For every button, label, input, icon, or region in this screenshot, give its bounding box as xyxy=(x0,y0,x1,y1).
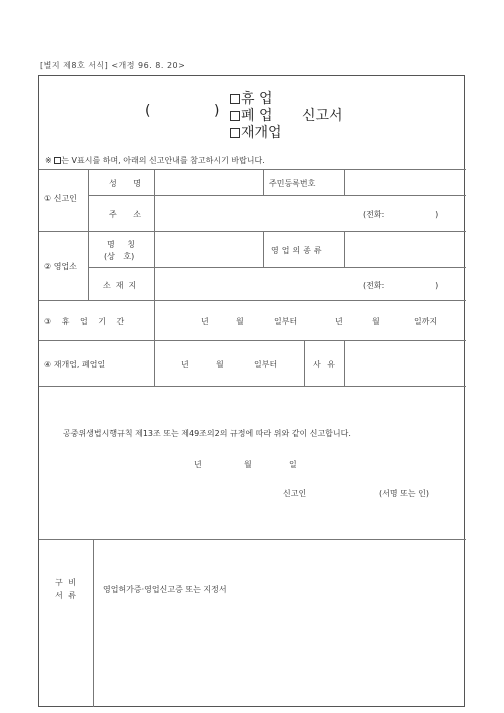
closure-until-label: 일까지 xyxy=(414,317,438,326)
label-reason: 사 유 xyxy=(313,360,335,369)
report-form xyxy=(38,75,465,707)
reopen-month-label: 월 xyxy=(216,360,224,369)
business-phone: (전화: ) xyxy=(363,281,439,290)
label-trade-name: (상 호) xyxy=(104,252,135,261)
option-temporary-closure[interactable]: 휴 업 xyxy=(230,88,273,108)
form-caption: [별지 제8호 서식] <개정 96. 8. 20> xyxy=(40,61,186,70)
applicant-name-field[interactable] xyxy=(155,170,262,194)
label-reopen-date: ④ 재개업, 폐업일 xyxy=(44,360,106,369)
title-suffix: 신고서 xyxy=(302,108,343,124)
label-business-name: 명 칭 xyxy=(107,240,135,249)
closure-year-label: 년 xyxy=(201,317,209,326)
closure-year2-label: 년 xyxy=(335,317,343,326)
checkbox-icon[interactable] xyxy=(230,128,240,138)
reopen-date-field[interactable] xyxy=(155,341,303,385)
applicant-phone: (전화: ) xyxy=(363,210,439,219)
closure-from-label: 일부터 xyxy=(274,317,298,326)
option-reopening[interactable]: 재개업 xyxy=(230,122,282,142)
title-paren-open: ( xyxy=(145,103,151,119)
section-applicant: ① 신고인 xyxy=(44,194,77,203)
checkbox-icon[interactable] xyxy=(230,111,240,121)
title-paren-close: ) xyxy=(214,103,220,119)
business-type-field[interactable] xyxy=(345,232,465,266)
reason-field[interactable] xyxy=(345,341,465,385)
label-location: 소재지 xyxy=(103,281,142,290)
reopen-from-label: 일부터 xyxy=(254,360,278,369)
declaration-signature[interactable]: (서명 또는 인) xyxy=(379,489,429,498)
label-name: 성 명 xyxy=(109,179,141,188)
declaration-signer: 신고인 xyxy=(283,489,307,498)
declaration-statement: 공중위생법시행규칙 제13조 또는 제49조의2의 규정에 따라 위와 같이 신고합니다. xyxy=(63,429,351,438)
notice-line: ※ 는 V표시를 하며, 아래의 신고안내를 참고하시기 바랍니다. xyxy=(45,156,265,165)
closure-period-field[interactable] xyxy=(155,301,465,339)
label-closure-period: ③ 휴 업 기 간 xyxy=(44,317,125,326)
declaration-month: 월 xyxy=(244,460,252,469)
label-address: 주 소 xyxy=(109,210,141,219)
declaration-year: 년 xyxy=(194,460,202,469)
label-documents-line2: 서 류 xyxy=(55,591,76,600)
closure-month-label: 월 xyxy=(236,317,244,326)
applicant-id-field[interactable] xyxy=(345,170,465,194)
checkbox-icon[interactable] xyxy=(230,94,240,104)
section-business: ② 영업소 xyxy=(44,262,77,271)
documents-content: 영업허가증·영업신고증 또는 지정서 xyxy=(103,585,227,594)
label-documents-line1: 구 비 xyxy=(55,578,76,587)
option-business-closure[interactable]: 폐 업 xyxy=(230,105,273,125)
label-id-number: 주민등록번호 xyxy=(269,179,316,188)
declaration-day: 일 xyxy=(289,460,297,469)
reopen-year-label: 년 xyxy=(181,360,189,369)
closure-month2-label: 월 xyxy=(372,317,380,326)
business-name-field[interactable] xyxy=(155,232,262,266)
label-business-type: 영업의종류 xyxy=(271,246,325,255)
